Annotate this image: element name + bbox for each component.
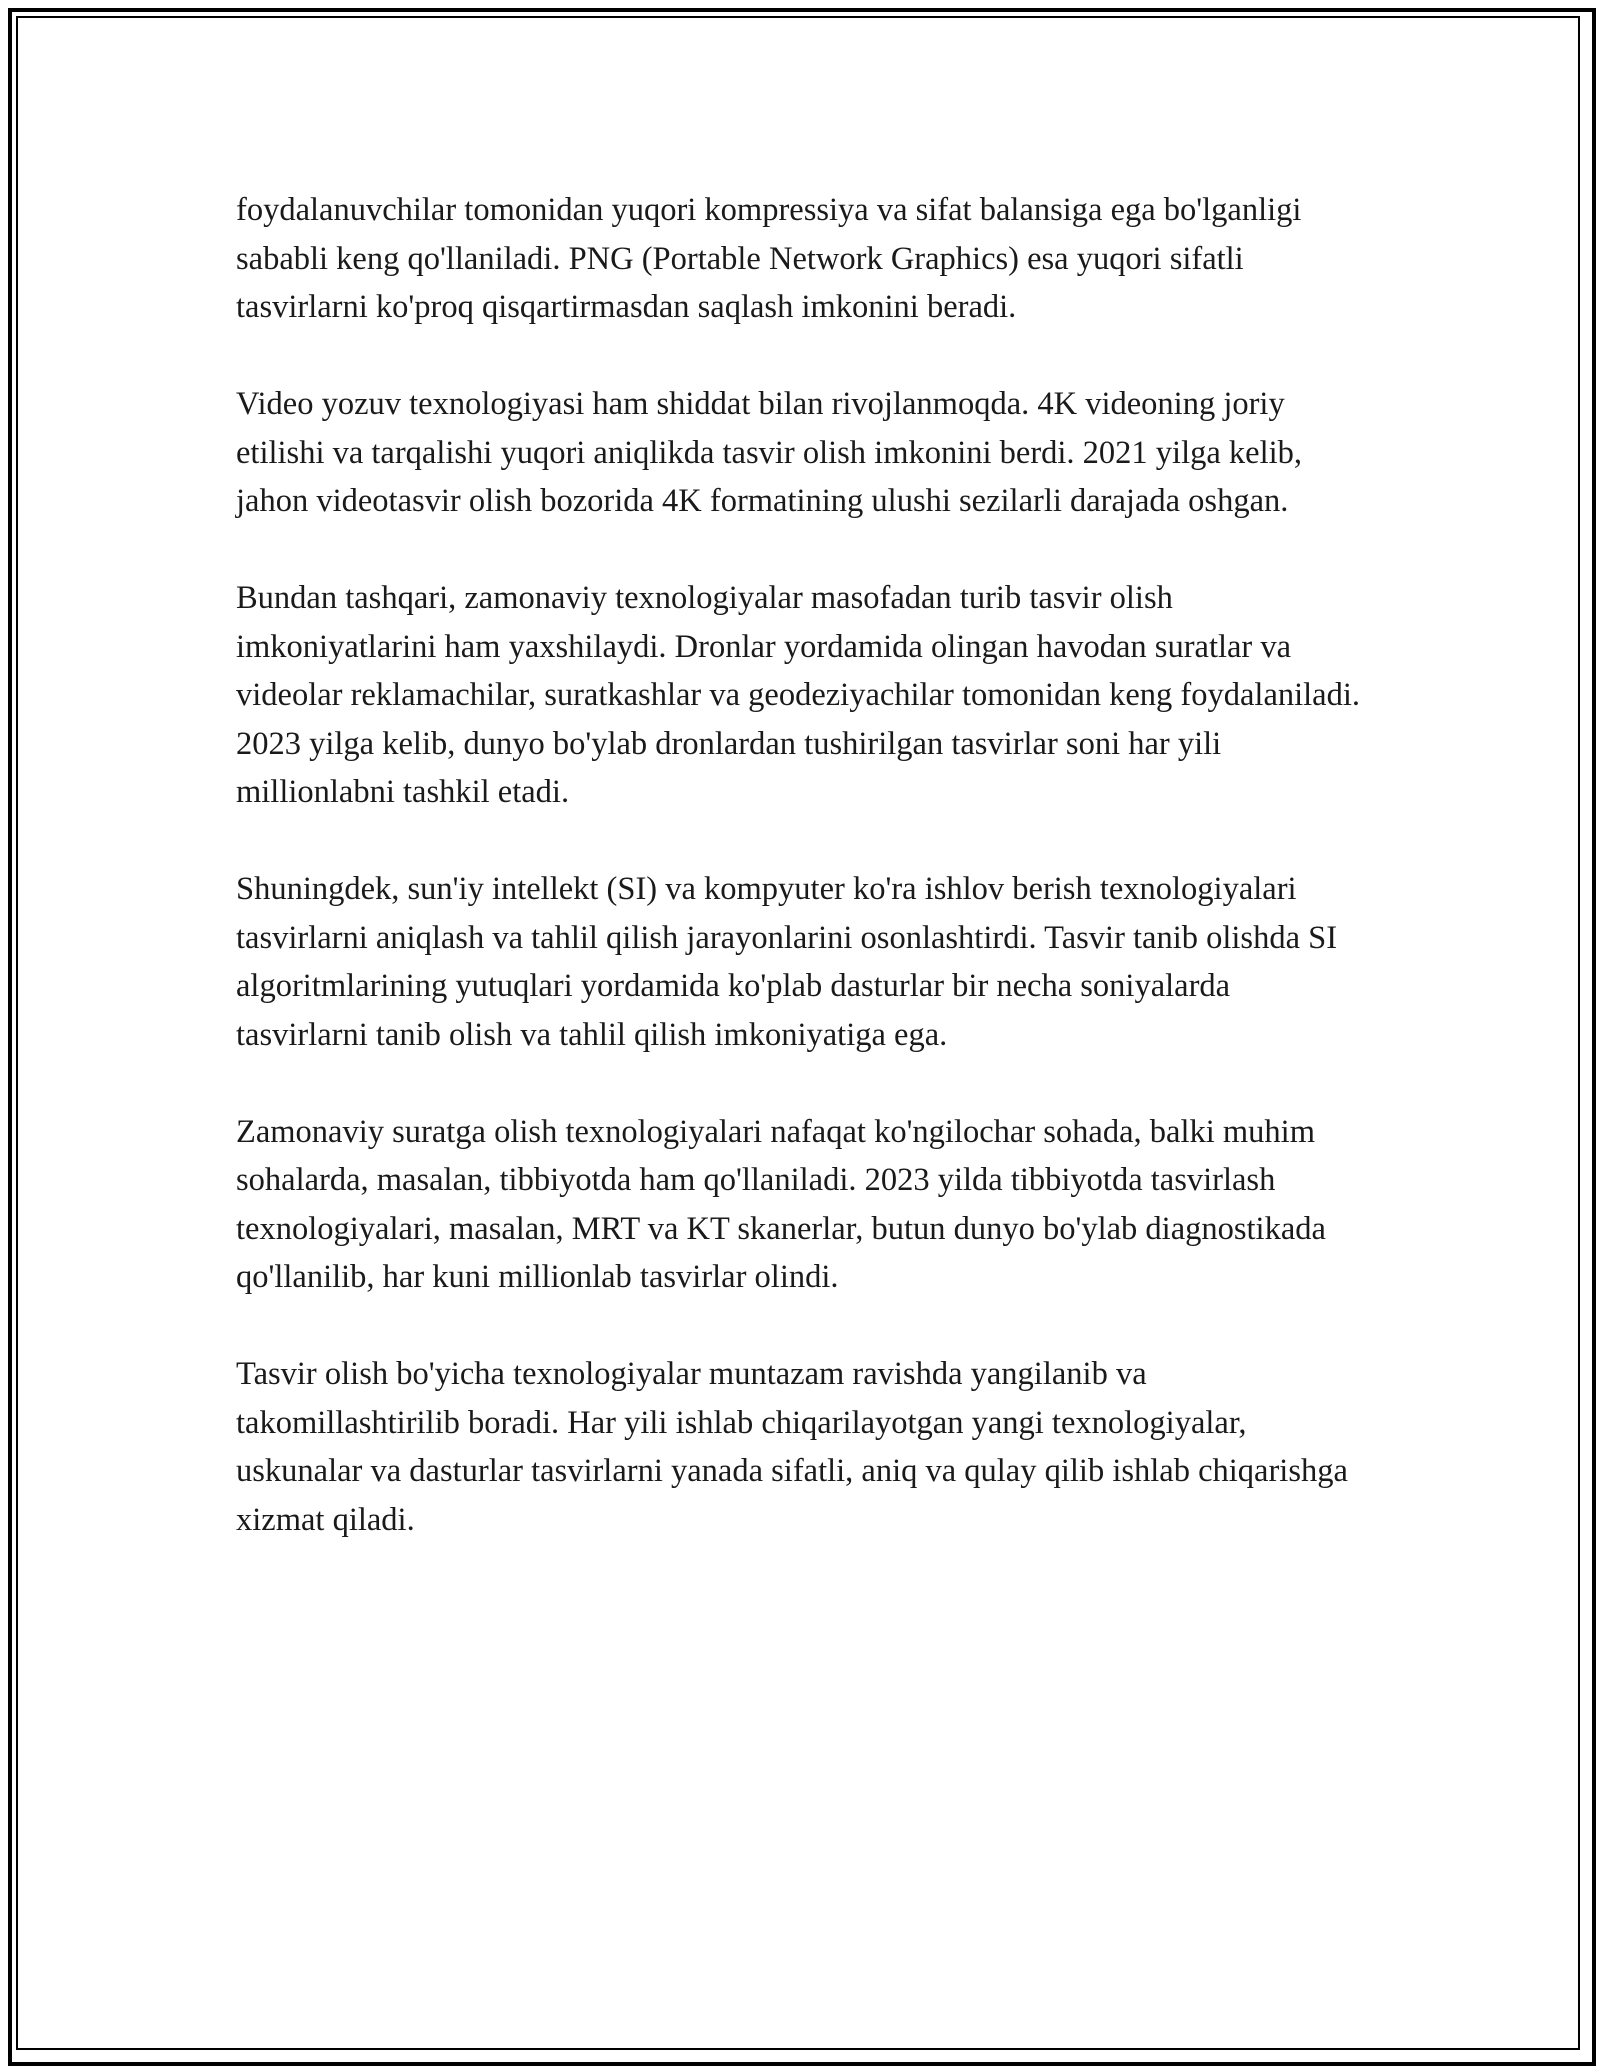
document-body <box>236 186 1366 1593</box>
paragraph-4: Shuningdek, sun'iy intellekt (SI) va kompyuter ko'ra ishlov berish texnologiyalari tasvirlarni aniqlash va tahlil qilish jarayonlarini osonlashtirdi. Tasvir tanib olishda SI algoritmlarining yutuqlari yordamida ko'plab dasturlar bir necha soniyalarda tasvirlarni tanib olish va tahlil qilish imkoniyatiga ega. <box>236 871 1338 1053</box>
paragraph-2: Video yozuv texnologiyasi ham shiddat bilan rivojlanmoqda. 4K videoning joriy etilishi va tarqalishi yuqori aniqlikda tasvir olish imkonini berdi. 2021 yilga kelib, jahon videotasvir olish bozorida 4K formatining ulushi sezilarli darajada oshgan. <box>236 386 1303 519</box>
paragraph-5: Zamonaviy suratga olish texnologiyalari nafaqat ko'ngilochar sohada, balki muhim sohalarda, masalan, tibbiyotda ham qo'llaniladi. 2023 yilda tibbiyotda tasvirlash texnologiyalari, masalan, MRT va KT skanerlar, butun dunyo bo'ylab diagnostikada qo'llanilib, har kuni millionlab tasvirlar olindi. <box>236 1113 1326 1295</box>
paragraph-3: Bundan tashqari, zamonaviy texnologiyalar masofadan turib tasvir olish imkoniyatlarini ham yaxshilaydi. Dronlar yordamida olingan havodan suratlar va videolar reklamachilar, suratkashlar va geodeziyachilar tomonidan keng foydalaniladi. 2023 yilga kelib, dunyo bo'ylab dronlardan tushirilgan tasvirlar soni har yili millionlabni tashkil etadi. <box>236 580 1361 810</box>
paragraph-1: foydalanuvchilar tomonidan yuqori kompressiya va sifat balansiga ega bo'lganligi sababli keng qo'llaniladi. PNG (Portable Network Graphics) esa yuqori sifatli tasvirlarni ko'proq qisqartirmasdan saqlash imkonini beradi. <box>236 192 1302 325</box>
paragraph-6: Tasvir olish bo'yicha texnologiyalar muntazam ravishda yangilanib va takomillashtirilib boradi. Har yili ishlab chiqarilayotgan yangi texnologiyalar, uskunalar va dasturlar tasvirlarni yanada sifatli, aniq va qulay qilib ishlab chiqarishga xizmat qiladi. <box>236 1356 1348 1538</box>
